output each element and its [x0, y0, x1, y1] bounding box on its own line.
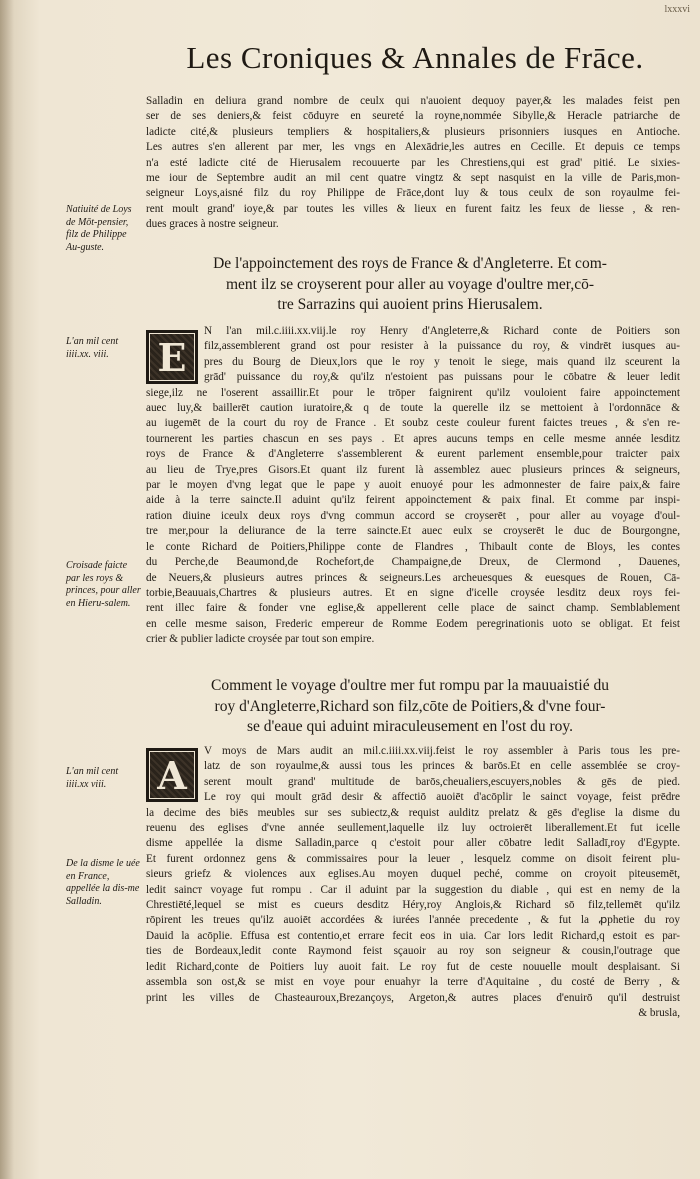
- text-line: n'a esté ladicte cité de Hierusalem recouuerte par les Chrestiens,qui est grad' pitié. Le sixies-: [146, 156, 680, 169]
- text-line: me iour de Septembre audit an mil cent quatre vingtz & sept nasquist en la ville de Paris,mon-: [146, 172, 680, 185]
- text-line: V moys de Mars audit an mil.c.iiii.xx.viij.feist le roy assembler à Paris tous les pre-: [204, 745, 680, 757]
- text-line: se d'eaue qui aduint miraculeusement en l'ost du roy.: [246, 718, 574, 735]
- text-line: la decime des biēs meubles sur ses subiectz,& requist aulditz prelatz & gēs d'eglise la disme du: [146, 806, 680, 819]
- text-line: grād' puissance du roy,& qu'ilz n'estoient pas puissans pour le cōbatre & leuer ledit: [204, 371, 680, 384]
- text-line: crier & publier ladicte croysée par tout son empire.: [146, 633, 375, 646]
- text-line: & brusla,: [638, 1006, 680, 1019]
- text-line: Dauid la acōplie. Effusa est contentio,et errare fecit eos in uia. Car lors ledit Richard,q estoit es par-: [146, 929, 680, 942]
- margin-note-year-1: L'an mil cent iiii.xx. viii.: [66, 336, 119, 360]
- text-line: Le roy qui moult grād desir & affectiō auoiēt d'acōplir le sainct voyage, feist prēdre: [204, 791, 680, 804]
- running-title: Les Croniques & Annales de Frāce.: [186, 40, 644, 75]
- text-line: auec luy,& baillerēt caution iuratoire,& q de toute la querelle ilz se mettoient à l'ordonnāce &: [146, 402, 680, 415]
- margin-note-croisade: Croisade faicte par les roys & princes, pour aller en Hieru-salem.: [66, 560, 141, 609]
- text-line: tre mer,pour la deliurance de la terre saincte.Et auec eulx se croyserēt le duc de Bourgongne,: [146, 525, 680, 538]
- chapter-title-voyage-rompu: [160, 676, 660, 738]
- text-line: assembla son ost,& se mist en voye pour enuahyr la terre d'Aquitaine , du costé de Berry , &: [146, 976, 680, 989]
- text-line: pres du Bourg de Dieux,lors que le roy y tenoit le siege, mais quand ilz sceurent la: [204, 355, 680, 368]
- paragraph-salladin: [146, 94, 680, 233]
- text-line: Et furent ordonnez gens & commissaires pour la leuer , lesquelz comme on disoit feirent plu-: [146, 852, 680, 865]
- decorated-initial-e: E: [146, 330, 198, 384]
- text-line: aide à la terre saincte.Il aduint qu'ilz feirent appoinctement & paix final. Et comme par inspi-: [146, 494, 680, 507]
- text-line: de Neuers,& plusieurs autres princes & seigneurs.Les archeuesques & euesques de Rouen, Cā-: [146, 571, 680, 584]
- text-line: dues graces à nostre seigneur.: [146, 218, 279, 231]
- text-line: ledit Richard,conte de Poitiers luy auoit fait. Le roy fut de ceste nouuelle moult desplaisant. Si: [146, 960, 680, 973]
- text-line: roys de France & d'Angleterre s'assemblerent & eurent parlement ensemble,pour traicter paix: [146, 448, 680, 461]
- paragraph-croisade: [146, 324, 680, 648]
- text-line: serent moult grand' multitude de barōs,cheualiers,escuyers,nobles & gēs de pied.: [204, 775, 680, 788]
- text-line: le conte Richard de Poitiers,Philippe conte de Flandres , Thibault conte de Bloys, les contes: [146, 540, 680, 553]
- text-line: N l'an mil.c.iiii.xx.viij.le roy Henry d'Angleterre,& Richard conte de Poitiers son: [204, 325, 680, 337]
- text-line: ledit saincт voyage fut rompu . Car il aduint par la suggestion du diable , qui est en nemy de la: [146, 883, 680, 896]
- text-line: reuenu des eglises d'vne année seullement,laquelle ilz luy octroierēt liberallement.Et fut icelle: [146, 822, 680, 835]
- text-line: latz de son royaulme,& aussi tous les princes & barōs.Et en celle assemblée se croy-: [204, 760, 680, 773]
- text-line: ties de Bordeaux,ledit conte Raymond feist sçauoir au roy son seigneur & cousin,l'outrage que: [146, 945, 680, 958]
- text-line: Chrestiēté,lequel se mist es cueurs desditz Héry,roy Anglois,& Richard sō filz,tellemēt qu'ilz: [146, 899, 680, 912]
- chapter-title-appointement: [160, 254, 660, 316]
- text-line: Comment le voyage d'oultre mer fut rompu par la mauuaistié du: [211, 677, 609, 694]
- text-line: torbie,Beauuais,Chartres & plusieurs autres. Et en signe d'icelle croysée lesditz deux roys fei-: [146, 586, 680, 599]
- text-line: ser de ses deniers,& feist cōduyre en seureté la royne,nommée Sibylle,& Heracle patriarche de: [146, 110, 680, 123]
- text-line: seigneur Loys,aisné filz du roy Philippe de Frāce,dont luy & tous ceulx de son royaulme fei-: [146, 187, 680, 200]
- text-line: par le moyen d'vng legat que le pape y auoit enuoyé pour les admonnester de faire paix,& faire: [146, 479, 680, 492]
- margin-note-year-2: L'an mil cent iiii.xx viii.: [66, 766, 119, 790]
- text-line: ment ilz se croyserent pour aller au voyage d'oultre mer,cō-: [226, 275, 594, 293]
- text-line: tournerent les parties chascun en ses pays . Et apres aucuns temps en celle mesme année lesditz: [146, 432, 680, 445]
- text-line: en celle mesme saison, Frederic empereur de Romme Eodem peregrinationis uoto se obligat. Et feist: [146, 617, 680, 630]
- margin-note-disme: De la disme le uée en France, appellée la dis-me Salladin.: [66, 858, 140, 907]
- text-line: Les autres s'en allerent par mer, les vngs en Alexādrie,les autres en Cecille. Et depuis ce temps: [146, 141, 680, 154]
- paragraph-mars: [146, 744, 680, 1021]
- text-line: print les villes de Chasteauroux,Brezançoys, Argeton,& autres places d'enuirō qu'il destruist: [146, 991, 680, 1004]
- text-line: siege,ilz ne l'oserent assaillir.Et pour le trōper faignirent qu'ilz vouloient faire appoinctement: [146, 386, 680, 399]
- text-line: rent moult grand' ioye,& par toutes les villes & lieux en furent faitz les feux de liesse , & ren-: [146, 202, 680, 215]
- text-line: filz,assemblerent grand ost pour resister à la puissance du roy, & vindrēt iusques au-: [204, 340, 680, 353]
- text-line: tre Sarrazins qui auoient prins Hierusalem.: [277, 296, 543, 313]
- text-line: au iugemēt de la court du roy de France . Et soubz ceste couleur furent faictes treues , & s'en re-: [146, 417, 680, 430]
- text-line: rent illec faire & fonder vne eglise,& appellerent celle place de sainct champ. Semblablement: [146, 602, 680, 615]
- text-line: au lieu de Trye,pres Gisors.Et quant ilz furent là assemblez auec plusieurs princes & seigneurs,: [146, 463, 680, 476]
- text-line: roy d'Angleterre,Richard son filz,cōte de Poitiers,& d'vne four-: [214, 697, 606, 715]
- text-line: De l'appoinctement des roys de France & d'Angleterre. Et com-: [213, 255, 607, 272]
- margin-note-natiuite: Natiuité de Loys de Mōt-pensier, filz de Philippe Au-guste.: [66, 204, 132, 253]
- text-line: disme appellée la disme Salladin,parce q c'estoit pour aller cōbatre ledit Salladī,roy d'Egypte.: [146, 837, 680, 850]
- text-line: ration diuine iceulx deux roys d'vng commun accord se croyserēt , pour aller au voyage d'oul-: [146, 509, 680, 522]
- text-line: rōpirent les treues qu'ilz auoiēt accordées & iurées l'année precedente , & fut la ꝓphetie du roy: [146, 914, 680, 927]
- decorated-initial-a: A: [146, 748, 198, 802]
- text-line: sieurs griefz & violences aux eglises.Au moyen duquel peché, comme on croyoit piteusemēt,: [146, 868, 680, 881]
- folio-number: lxxxvi: [664, 4, 690, 15]
- text-line: Salladin en deliura grand nombre de ceulx qui n'auoient dequoy payer,& les malades feist pen: [146, 95, 680, 107]
- text-line: ladicte cité,& plusieurs templiers & hospitaliers,& plusieurs prisonniers iusques en Antioche.: [146, 125, 680, 138]
- text-line: du Perche,de Beaumond,de Rochefort,de Champaigne,de Dreux, de Clermond , Dauenes,: [146, 556, 680, 569]
